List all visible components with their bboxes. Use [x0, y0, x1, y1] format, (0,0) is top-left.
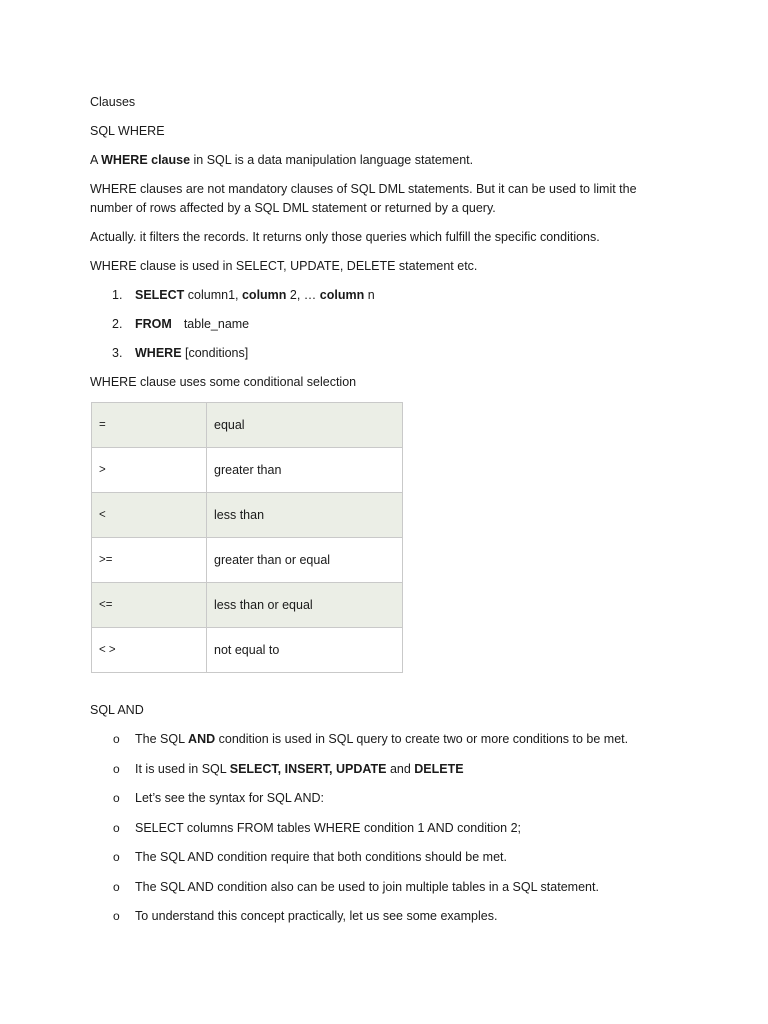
operator-meaning: greater than [207, 448, 403, 493]
item-text: condition is used in SQL query to create two or more conditions to be met. [215, 732, 629, 746]
item-text: The SQL AND condition also can be used to join multiple tables in a SQL statement. [135, 879, 599, 894]
item-bold: AND [188, 732, 216, 746]
list-number: 3. [112, 346, 123, 360]
operator-symbol: > [92, 448, 207, 493]
item-text: The SQL [135, 732, 189, 746]
table-intro: WHERE clause uses some conditional selection [90, 375, 357, 389]
section-heading: Clauses [90, 95, 136, 109]
and-heading: SQL AND [90, 703, 144, 717]
item-text: It is used in SQL [135, 761, 230, 776]
list-number: 2. [112, 317, 123, 331]
table-row [92, 448, 403, 493]
syntax-text: table_name [183, 317, 250, 331]
table-row [92, 493, 403, 538]
list-item [90, 848, 650, 867]
syntax-text: [conditions] [181, 346, 249, 360]
keyword-select: SELECT [135, 288, 185, 302]
table-row [92, 628, 403, 673]
intro-paragraph [90, 151, 650, 170]
list-item [90, 760, 650, 779]
item-text: Let’s see the syntax for SQL AND: [135, 791, 324, 805]
operator-symbol: = [92, 403, 207, 448]
intro-rest: in SQL is a data manipulation language statement. [190, 153, 474, 167]
filter-paragraph: Actually. it filters the records. It returns only those queries which fulfill the specific conditions. [90, 230, 600, 244]
syntax-text: n [364, 288, 375, 302]
syntax-list [90, 286, 650, 363]
item-text: The SQL AND condition require that both conditions should be met. [135, 850, 507, 864]
item-bold: SELECT, INSERT, UPDATE [229, 761, 387, 776]
syntax-text: 2, … [286, 288, 320, 302]
syntax-item-select [90, 286, 650, 305]
keyword-column: column [241, 288, 287, 302]
operator-symbol: >= [92, 538, 207, 583]
bullet-marker: o [113, 761, 120, 776]
table-row [92, 538, 403, 583]
list-item [90, 819, 650, 838]
document-page [90, 93, 650, 937]
syntax-text: column1, [184, 288, 242, 302]
usage-paragraph: WHERE clause is used in SELECT, UPDATE, DELETE statement etc. [90, 259, 478, 273]
operator-symbol: < [92, 493, 207, 538]
operator-symbol: < > [92, 628, 207, 673]
bullet-marker: o [113, 850, 120, 864]
list-item [90, 730, 650, 749]
item-text: and [386, 761, 415, 776]
syntax-item-from [90, 315, 650, 334]
list-item [90, 789, 650, 808]
item-text: SELECT columns FROM tables WHERE condition 1 AND condition 2; [135, 820, 522, 835]
intro-bold: WHERE clause [101, 153, 191, 167]
bullet-marker: o [113, 732, 120, 746]
item-bold: DELETE [414, 761, 464, 776]
bullet-marker: o [113, 820, 120, 835]
subsection-heading: SQL WHERE [90, 124, 165, 138]
intro-prefix: A [90, 153, 102, 167]
keyword-column: column [319, 288, 365, 302]
bullet-marker: o [113, 791, 120, 805]
operator-symbol: <= [92, 583, 207, 628]
and-bullet-list [90, 730, 650, 926]
bullet-marker: o [113, 879, 120, 894]
operator-meaning: greater than or equal [207, 538, 403, 583]
list-item [90, 878, 650, 897]
list-number: 1. [112, 288, 123, 302]
syntax-item-where [90, 344, 650, 363]
table-row [92, 583, 403, 628]
item-text: To understand this concept practically, let us see some examples. [135, 909, 498, 923]
operator-meaning: less than or equal [207, 583, 403, 628]
bullet-marker: o [113, 909, 120, 923]
operators-table [91, 402, 403, 673]
keyword-where: WHERE [135, 346, 182, 360]
table-row [92, 403, 403, 448]
operator-meaning: equal [207, 403, 403, 448]
operator-meaning: not equal to [207, 628, 403, 673]
where-description-paragraph: WHERE clauses are not mandatory clauses of SQL DML statements. But it can be used to limit the number of rows affected by a SQL DML statement or returned by a query. [90, 182, 637, 215]
list-item [90, 907, 650, 926]
operator-meaning: less than [207, 493, 403, 538]
keyword-from: FROM [135, 317, 172, 331]
